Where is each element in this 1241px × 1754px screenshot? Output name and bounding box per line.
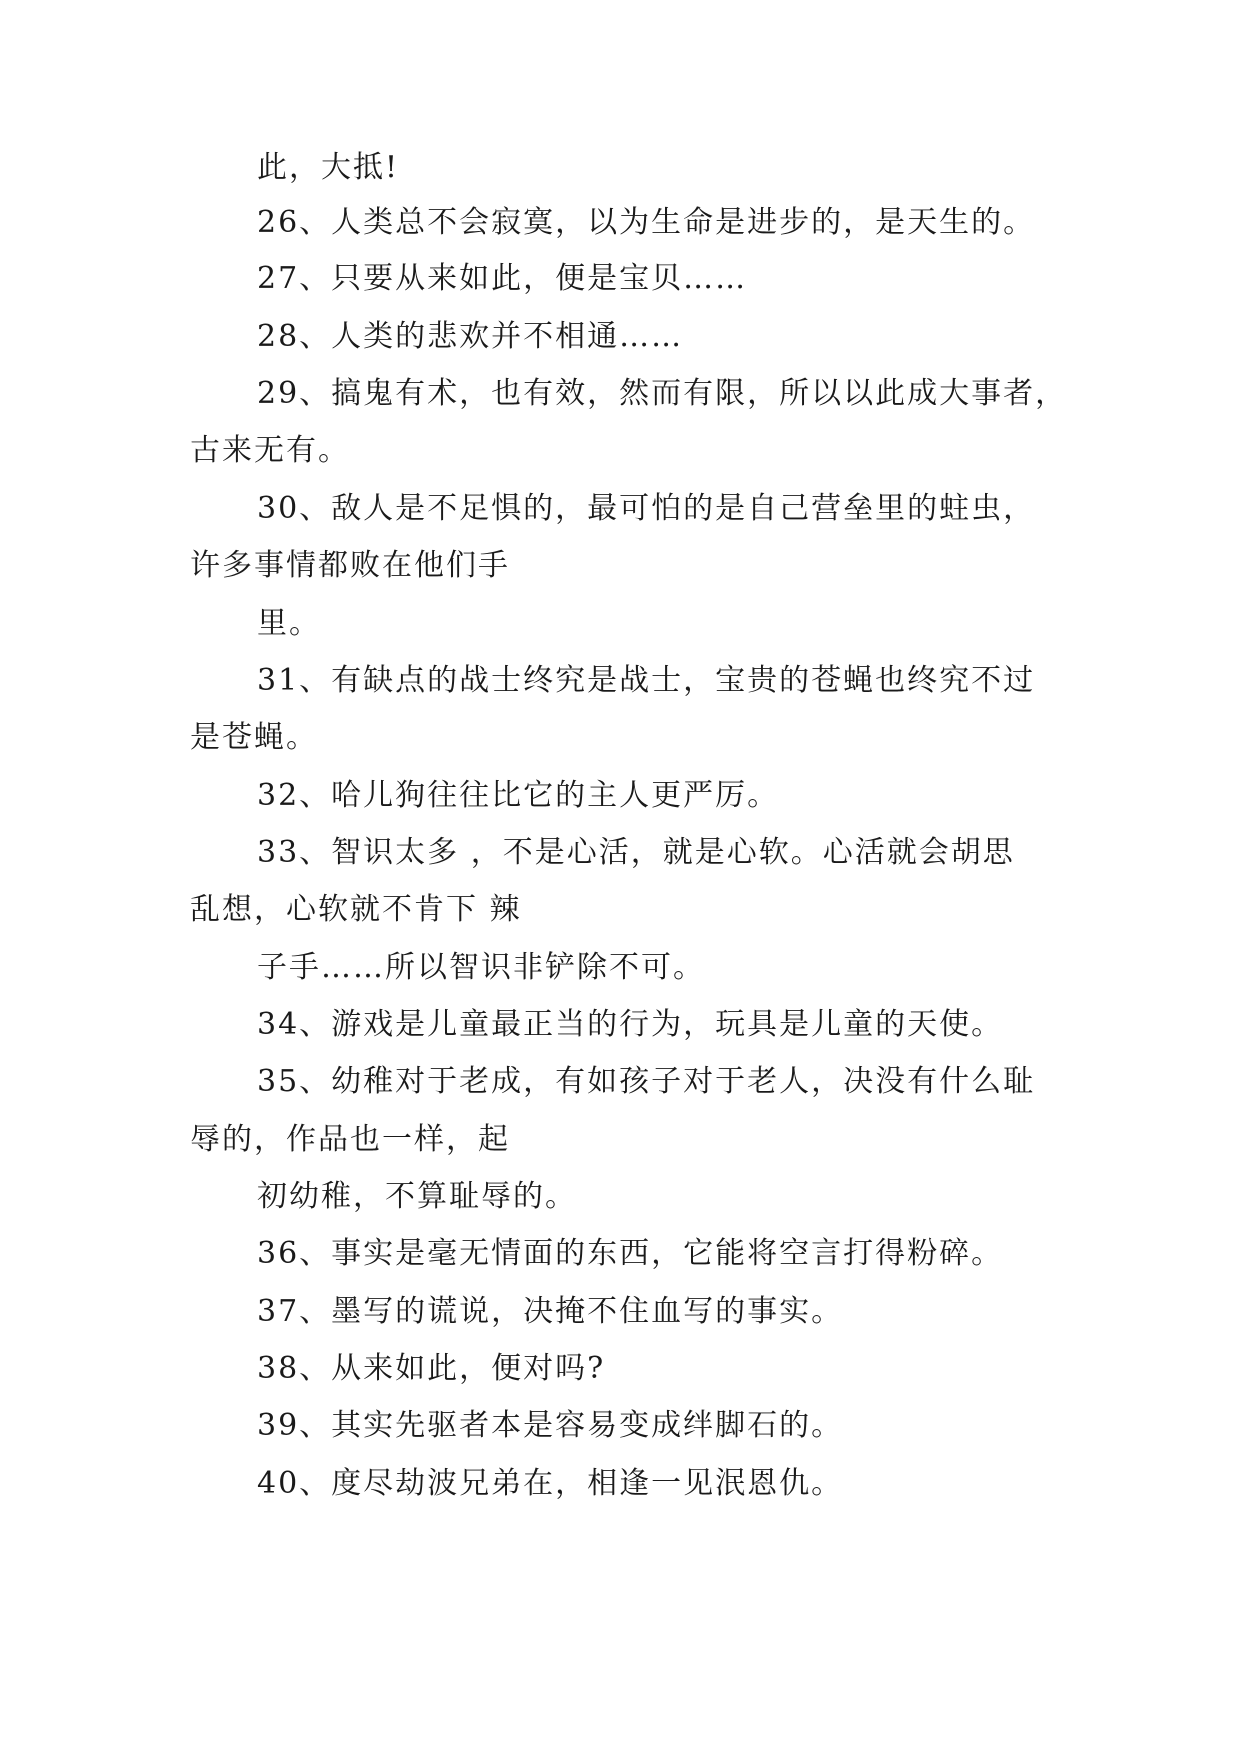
text-line-24: 40、度尽劫波兄弟在，相逢一见泯恩仇。 [257,1466,844,1501]
text-line-15: 子手……所以智识非铲除不可。 [257,950,705,985]
text-line-20: 36、事实是毫无情面的东西，它能将空言打得粉碎。 [257,1236,1004,1271]
text-line-11: 是苍蝇。 [190,720,318,755]
text-line-18: 辱的，作品也一样，起 [190,1122,510,1157]
text-line-4: 28、人类的悲欢并不相通…… [257,319,684,354]
text-line-17: 35、幼稚对于老成，有如孩子对于老人，决没有什么耻 [257,1064,1036,1099]
text-line-22: 38、从来如此，便对吗? [257,1351,606,1386]
text-line-16: 34、游戏是儿童最正当的行为，玩具是儿童的天使。 [257,1007,1004,1042]
text-line-3: 27、只要从来如此，便是宝贝…… [257,261,748,296]
text-line-21: 37、墨写的谎说，决掩不住血写的事实。 [257,1294,844,1329]
text-line-23: 39、其实先驱者本是容易变成绊脚石的。 [257,1408,844,1443]
text-line-19: 初幼稚，不算耻辱的。 [257,1179,577,1214]
text-line-14: 乱想，心软就不肯下 辣 [190,892,522,927]
text-line-10: 31、有缺点的战士终究是战士，宝贵的苍蝇也终究不过 [257,663,1036,698]
text-line-2: 26、人类总不会寂寞，以为生命是进步的，是天生的。 [257,205,1036,240]
text-line-5: 29、搞鬼有术，也有效，然而有限，所以以此成大事者， [257,376,1068,411]
text-line-12: 32、哈儿狗往往比它的主人更严厉。 [257,778,780,813]
text-line-9: 里。 [257,606,321,641]
text-line-8: 许多事情都败在他们手 [190,548,510,583]
text-line-6: 古来无有。 [190,433,350,468]
text-line-13: 33、智识太多 ，不是心活，就是心软。心活就会胡思 [257,835,1015,870]
text-line-7: 30、敌人是不足惧的，最可怕的是自己营垒里的蛀虫， [257,491,1036,526]
text-line-1: 此，大抵! [257,150,400,185]
